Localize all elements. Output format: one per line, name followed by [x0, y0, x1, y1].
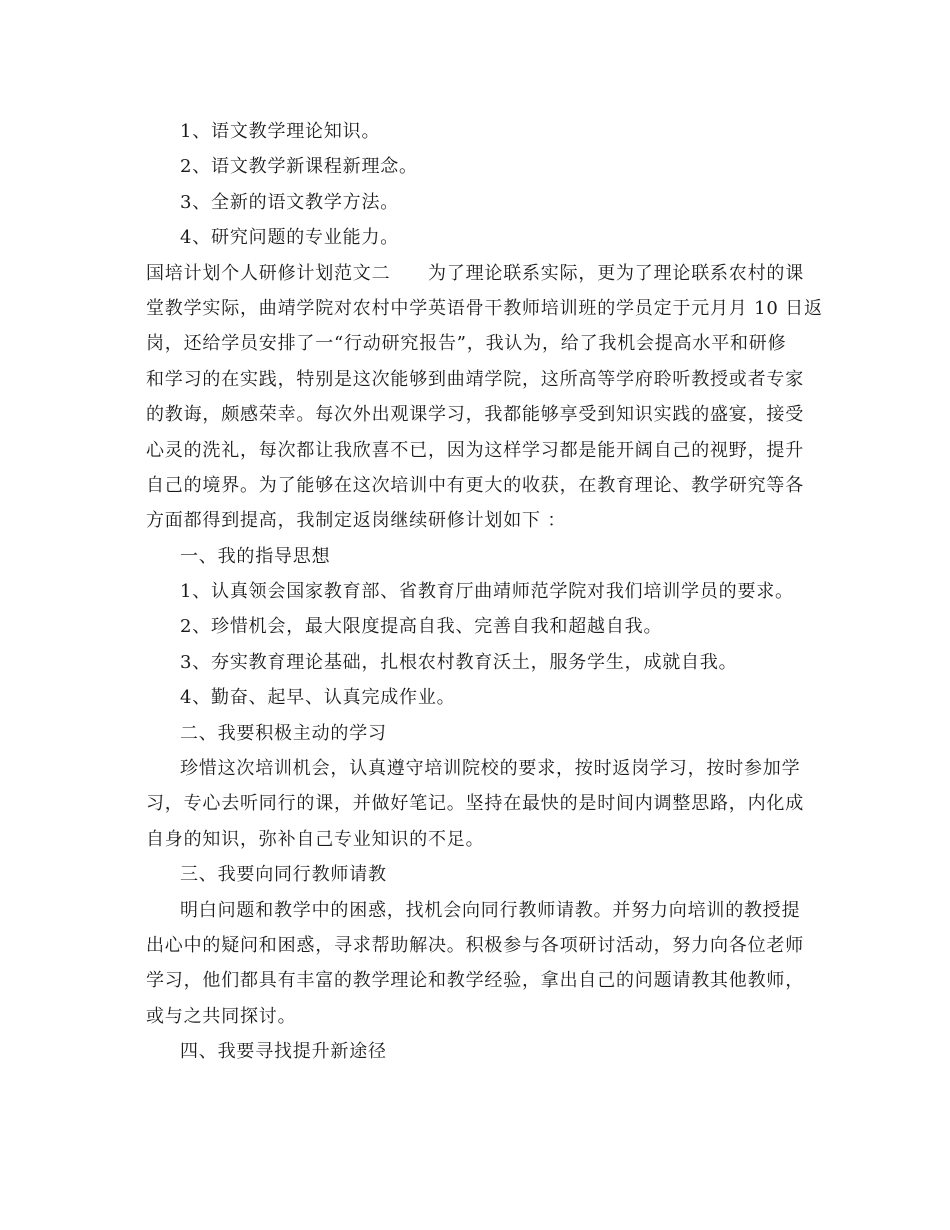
- text-line: 或与之共同探讨。: [146, 1005, 297, 1027]
- text-line: 明白问题和教学中的困惑，找机会向同行教师请教。并努力向培训的教授提: [180, 899, 801, 921]
- text-line: 2、语文教学新课程新理念。: [180, 156, 418, 178]
- text-line: 珍惜这次培训机会，认真遵守培训院校的要求，按时返岗学习，按时参加学: [180, 758, 801, 780]
- text-line: 2、珍惜机会，最大限度提高自我、完善自我和超越自我。: [180, 616, 663, 638]
- text-line: 国培计划个人研修计划范文二 为了理论联系实际，更为了理论联系农村的课: [146, 262, 804, 284]
- text-line: 1、认真领会国家教育部、省教育厅曲靖师范学院对我们培训学员的要求。: [180, 581, 794, 603]
- text-line: 的教诲，颇感荣幸。每次外出观课学习，我都能够享受到知识实践的盛宴，接受: [146, 404, 804, 426]
- text-line: 心灵的洗礼，每次都让我欣喜不已，因为这样学习都是能开阔自己的视野，提升: [146, 439, 804, 461]
- text-line: 1、语文教学理论知识。: [180, 121, 381, 142]
- section-heading: 四、我要寻找提升新途径: [180, 1041, 387, 1063]
- document-body: [146, 114, 823, 1070]
- text-line: 自己的境界。为了能够在这次培训中有更大的收获，在教育理论、教学研究等各: [146, 474, 804, 496]
- text-line: 习，专心去听同行的课，并做好笔记。坚持在最快的是时间内调整思路，内化成: [146, 793, 804, 815]
- text-line: 出心中的疑问和困惑，寻求帮助解决。积极参与各项研讨活动，努力向各位老师: [146, 934, 804, 956]
- section-heading: 二、我要积极主动的学习: [180, 722, 387, 744]
- text-line: 3、全新的语文教学方法。: [180, 191, 400, 213]
- text-line: 3、夯实教育理论基础，扎根农村教育沃土，服务学生，成就自我。: [180, 651, 738, 673]
- text-line: 方面都得到提高，我制定返岗继续研修计划如下 ：: [146, 510, 567, 532]
- text-line: 岗，还给学员安排了一“行动研究报告”，我认为，给了我机会提高水平和研修: [146, 333, 787, 355]
- section-heading: 三、我要向同行教师请教: [180, 864, 387, 886]
- text-line: 学习，他们都具有丰富的教学理论和教学经验，拿出自己的问题请教其他教师，: [146, 970, 804, 992]
- text-line: 4、研究问题的专业能力。: [180, 227, 400, 249]
- text-line: 4、勤奋、起早、认真完成作业。: [180, 687, 456, 709]
- text-line: 自身的知识，弥补自己专业知识的不足。: [146, 828, 485, 850]
- text-line: 和学习的在实践，特别是这次能够到曲靖学院，这所高等学府聆听教授或者专家: [146, 368, 804, 390]
- section-heading: 一、我的指导思想: [180, 545, 331, 567]
- text-line: 堂教学实际，曲靖学院对农村中学英语骨干教师培训班的学员定于元月月 10 日返: [146, 297, 823, 319]
